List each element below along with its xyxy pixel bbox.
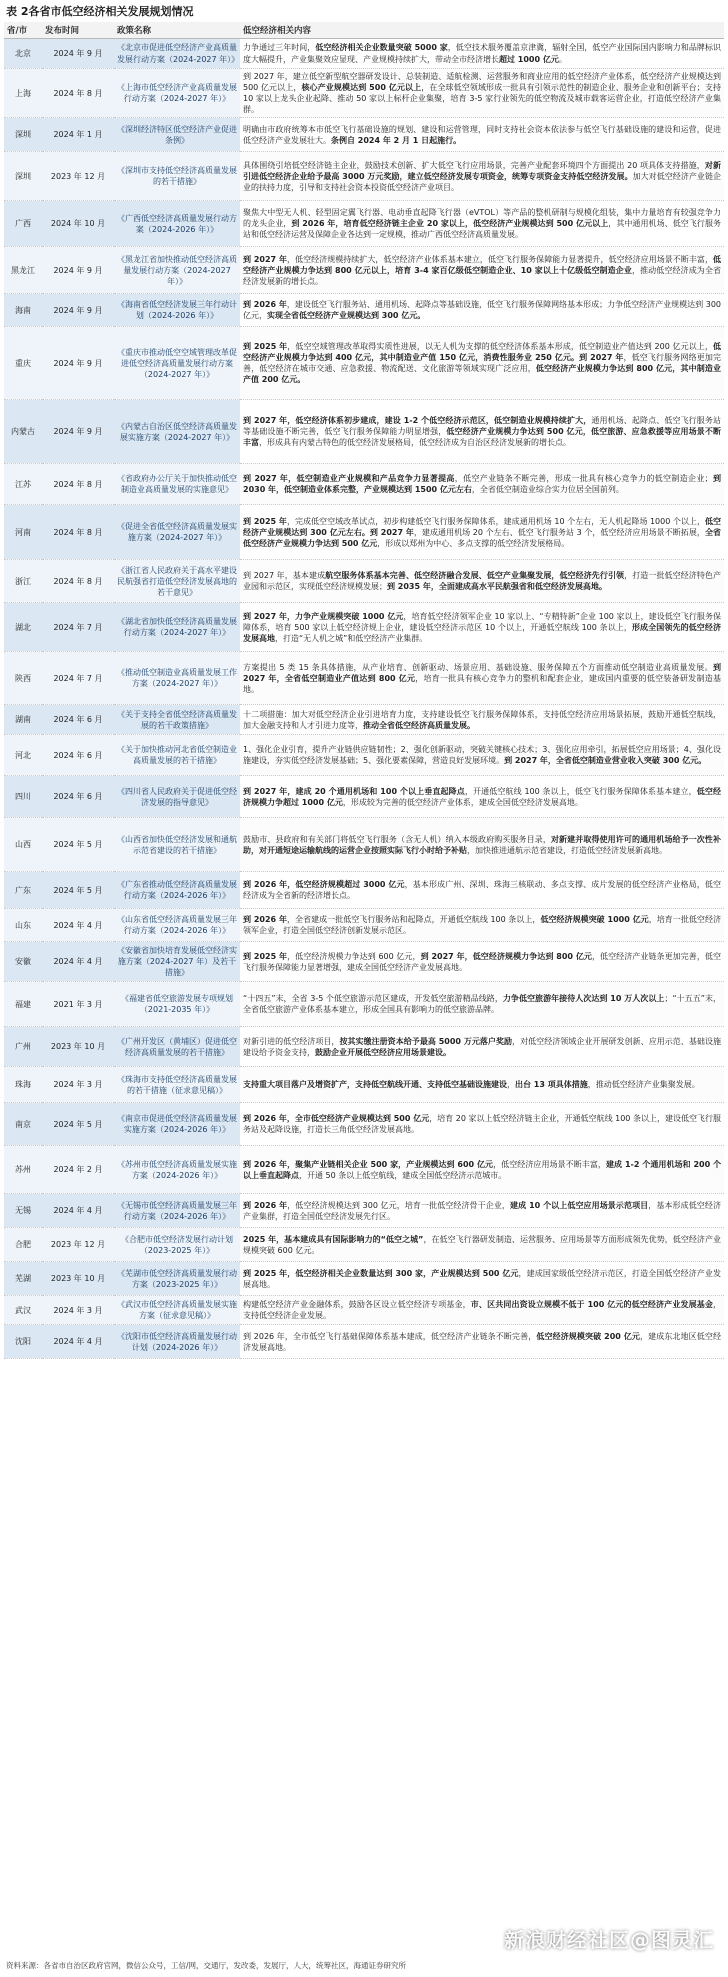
policy-name-cell: 《沈阳市低空经济高质量发展行动计划（2024-2026 年）》 [114,1325,240,1359]
content-text: 十二项措施：加大对低空经济企业引进培育力度，支持建设低空飞行服务保障体系，支持低空经济应用场景拓展，鼓励开通低空航线，加大金融支持和人才引进力度等， [243,709,721,730]
content-text: ，建设低空飞行服务站、通用机场、起降点等基础设施，低空飞行服务保障网络基本形成；力争低空经济产业规模达到 300 亿元， [243,300,722,321]
highlight-text: 低空经济规模突破 200 亿元 [536,1331,640,1341]
highlight-text: 形成全国领先的低空经济发展高地 [243,622,721,643]
policy-name-cell: 《武汉市低空经济高质量发展实施方案（征求意见稿）》 [114,1296,240,1325]
table-row [4,652,724,705]
province-cell: 湖南 [4,705,42,735]
table-row [4,505,724,560]
content-text: ，低空经济应用场景不断丰富， [493,1159,606,1169]
date-cell: 2024 年 9 月 [42,294,114,327]
content-text: ，低空经济规模达到 300 亿元，培育一批低空经济骨干企业， [287,1200,511,1210]
content-text: 到 2026 年，全市低空飞行基础保障体系基本建成，低空经济产业链条不断完善， [243,1331,537,1341]
date-cell: 2024 年 4 月 [42,909,114,942]
highlight-text: 到 2027 年，力争产业规模突破 1000 亿元 [243,611,404,621]
province-cell: 内蒙古 [4,400,42,464]
province-cell: 珠海 [4,1067,42,1103]
content-text: 到 2027 年，基本建成 [243,571,326,581]
content-text: 1、强化企业引育，提升产业链供应链韧性；2、强化创新驱动，突破关键核心技术；3、强化应用牵引，拓展低空应用场景；4、强化设施建设，夯实低空经济发展基础；5、强化要素保障，营造良好发展环境。 [243,745,721,766]
content-text: ，低空产业链条不断完善，形成一批具有核心竞争力的低空制造企业； [454,474,713,484]
highlight-text: 到 2035 年，全面建成高水平民航强省和低空经济发展高地。 [387,582,607,592]
highlight-text: 全省低空经济产业规模力争达到 500 亿元 [243,527,721,548]
content-cell [240,247,724,294]
policy-name-cell: 《湖北省加快低空经济高质量发展行动方案（2024-2027 年）》 [114,603,240,652]
highlight-text: 推动全省低空经济高质量发展。 [363,720,475,730]
content-text: ，打造一批低空经济特色产业园和示范区，实现低空经济规模发展； [243,571,722,592]
table-row [4,560,724,603]
province-cell: 黑龙江 [4,247,42,294]
province-cell: 广东 [4,872,42,909]
content-cell [240,818,724,872]
table-row [4,603,724,652]
content-text: ，推动低空经济产业集聚发展。 [587,1080,700,1090]
table-row [4,872,724,909]
content-text: 到 2027 年，建立低空新型航空器研发设计、总装制造、适航检测、运营服务和商业应用的低空经济产业体系，低空经济产业规模达到 500 亿元以上， [243,72,721,93]
province-cell: 湖北 [4,603,42,652]
date-cell: 2023 年 10 月 [42,1262,114,1296]
content-cell [240,118,724,152]
highlight-text: 实现全省低空经济产业规模达到 300 亿元。 [267,311,426,321]
content-text: ，建成通用机场 20 个左右、低空飞行服务站 3 个，低空经济应用场景不断拓展， [413,527,705,537]
highlight-text: 对新建并取得使用许可的通用机场给予一次性补助，对开通短途运输航线的运营企业按照实际飞行小时给予补贴 [243,834,722,855]
highlight-text: 超过 1000 亿元 [499,54,559,64]
date-cell: 2024 年 9 月 [42,327,114,400]
content-text: ；“十五五”末，全省低空旅游产业体系基本建立，形成全国具有影响力的低空旅游品牌。 [243,994,722,1015]
province-cell: 重庆 [4,327,42,400]
content-cell [240,1027,724,1067]
highlight-text: 到 2025 年 [243,951,288,961]
table-row [4,327,724,400]
province-cell: 上海 [4,69,42,118]
policy-name-cell: 《广州开发区（黄埔区）促进低空经济高质量发展的若干措施》 [114,1027,240,1067]
date-cell: 2024 年 4 月 [42,1325,114,1359]
policy-name-cell: 《广西低空经济高质量发展行动方案（2024-2026 年）》 [114,201,240,247]
content-cell [240,400,724,464]
highlight-text: 到 2027 年，低空经济规模力争达到 800 亿元 [420,951,592,961]
highlight-text: 到 2026 年 [243,915,287,925]
province-cell: 无锡 [4,1194,42,1228]
date-cell: 2021 年 3 月 [42,982,114,1027]
content-text: 构建低空经济产业金融体系，鼓励各区设立低空经济专项基金， [243,1300,471,1310]
content-text: 加大对低空经济产业链企业的扶持力度，引导和支持社会资本投资低空经济产业项目。 [243,171,721,192]
highlight-text: 低空经济产业规模力争达到 400 亿元，其中制造业产值 150 亿元，消费性服务业 250 亿元。 [243,342,721,363]
highlight-text: 到 2025 年，低空经济相关企业数量达到 300 家，产业规模达到 500 亿元 [243,1268,519,1278]
policy-name-cell: 《山东省低空经济高质量发展三年行动方案（2024-2026 年）》 [114,909,240,942]
table-row [4,247,724,294]
policy-name-cell: 《省政府办公厅关于加快推动低空制造业高质量发展的实施意见》 [114,464,240,505]
table-row [4,400,724,464]
highlight-text: 到 2030 年，低空制造业体系完整，产业规模达到 1500 亿元左右 [243,474,722,495]
content-text: ，支持低空经济企业发展。 [243,1300,721,1321]
content-text: 。 [558,54,567,64]
highlight-text: 对新引进低空经济企业给予最高 3000 万元奖励，建立低空经济发展专项资金，统筹专项资金支持低空经济发展。 [243,160,722,181]
content-text: ，建成东北地区低空经济发展高地。 [243,1331,721,1352]
date-cell: 2024 年 8 月 [42,69,114,118]
policy-name-cell: 《安徽省加快培育发展低空经济实施方案（2024-2027 年）及若干措施》 [114,942,240,982]
content-text: ，完成低空空域改革试点，初步构建低空飞行服务保障体系，建成通用机场 10 个左右，无人机起降场 1000 个以上， [286,516,705,526]
header-date: 发布时间 [42,22,114,39]
content-cell [240,294,724,327]
province-cell: 江苏 [4,464,42,505]
content-text: ，在全球低空领域形成一批具有引领示范性的制造企业、服务企业和创新平台；支持 10 家以上龙头企业起降、推动 50 家以上标杆企业集聚，培育 3-5 家行业领先的低空物流及城市载客运营企业，打造低空经济产业集群。 [243,83,721,115]
province-cell: 陕西 [4,652,42,705]
highlight-text: 到 2026 年，聚集产业链相关企业 500 家，产业规模达到 600 亿元 [243,1159,494,1169]
table-row [4,1067,724,1103]
date-cell: 2023 年 12 月 [42,1228,114,1262]
province-cell: 安徽 [4,942,42,982]
province-cell: 海南 [4,294,42,327]
date-cell: 2024 年 8 月 [42,464,114,505]
highlight-text: 到 2027 年，低空经济体系初步建成，建设 1-2 个低空经济示范区，低空制造业规模持续扩大， [243,416,592,426]
content-text: ，开通低空航线 100 条以上，低空飞行服务保障体系基本建立， [464,786,697,796]
table-row [4,69,724,118]
policy-name-cell: 《浙江省人民政府关于高水平建设民航强省打造低空经济发展高地的若干意见》 [114,560,240,603]
content-text: ，低空飞行服务网络更加完善，低空经济在城市交通、应急救援、物流配送、文化旅游等领域实现广泛应用， [243,353,721,374]
highlight-text: 核心产业规模达到 500 亿元以上 [301,83,422,93]
table-row [4,39,724,69]
content-cell [240,1325,724,1359]
highlight-text: 市、区共同出资设立规模不低于 100 亿元的低空经济产业发展基金 [470,1300,713,1310]
highlight-text: 到 2026 年 [243,300,287,310]
source-note: 资料来源：各省市自治区政府官网，微信公众号，工信/网，交通厅，发改委，发展厅，人大，统筹社区，海通证券研究所 [6,1961,407,1970]
content-cell [240,1262,724,1296]
watermark: 新浪财经社区@图灵汇 [504,1928,714,1952]
content-text: ，建成国家级低空经济示范区，打造全国低空经济产业发展高地。 [243,1268,721,1289]
province-cell: 深圳 [4,152,42,201]
content-text: ，低空经济产业链条更加完善，低空飞行服务保障能力显著增强，建成全国低空经济产业发展高地。 [243,951,721,972]
content-cell [240,1067,724,1103]
content-text: ，在低空飞行器研发制造、运营服务、应用场景等方面形成领先优势，低空经济产业规模突破 600 亿元。 [243,1234,721,1255]
content-text: 力争通过三年时间， [243,43,316,53]
table-row [4,982,724,1027]
date-cell: 2024 年 9 月 [42,247,114,294]
province-cell: 合肥 [4,1228,42,1262]
content-text: ，培育 20 家以上低空经济链主企业，开通低空航线 100 条以上，建设低空飞行服务站及起降设施，打造长三角低空经济发展高地。 [243,1114,721,1135]
highlight-text: 低空经济产业规模力争达到 800 亿元以上，培育 3-4 家百亿级低空制造企业、10 家以上十亿级低空制造企业 [243,254,721,275]
highlight-text: 到 2027 年，低空制造业产业规模和产品竞争力显著提高 [243,474,455,484]
content-cell [240,603,724,652]
content-text: 对新引进的低空经济项目， [243,1036,340,1046]
content-cell [240,942,724,982]
highlight-text: 力争低空旅游年接待人次达到 10 万人次以上 [502,994,665,1004]
content-text: ，基本形成低空经济产业集群，打造全国低空经济发展先行区。 [243,1200,721,1221]
table-row [4,152,724,201]
province-cell: 深圳 [4,118,42,152]
table-row [4,294,724,327]
table-row [4,909,724,942]
header-province: 省/市 [4,22,42,39]
content-text: ，全省低空制造业综合实力位居全国前列。 [471,485,624,495]
date-cell: 2024 年 2 月 [42,1146,114,1194]
content-text: ， [507,1080,515,1090]
table-caption: 表 2各省市低空经济相关发展规划情况 [6,5,194,18]
highlight-text: 2025 年，基本建成具有国际影响力的“低空之城” [243,1234,424,1244]
content-cell [240,560,724,603]
policy-table [4,22,724,1359]
policy-name-cell: 《四川省人民政府关于促进低空经济发展的指导意见》 [114,776,240,818]
date-cell: 2024 年 4 月 [42,1194,114,1228]
table-row [4,1194,724,1228]
highlight-text: 到 2027 年 [243,254,287,264]
date-cell: 2024 年 6 月 [42,776,114,818]
table-body [4,39,724,1359]
policy-name-cell: 《福建省低空旅游发展专项规划（2021-2035 年）》 [114,982,240,1027]
province-cell: 四川 [4,776,42,818]
province-cell: 南京 [4,1103,42,1146]
content-cell [240,505,724,560]
header-content: 低空经济相关内容 [240,22,724,39]
highlight-text: 到 2027 年 [579,353,624,363]
policy-name-cell: 《合肥市低空经济发展行动计划（2023-2025 年）》 [114,1228,240,1262]
content-cell [240,1296,724,1325]
policy-name-cell: 《广东省推动低空经济高质量发展行动方案（2024-2026 年）》 [114,872,240,909]
province-cell: 浙江 [4,560,42,603]
province-cell: 山西 [4,818,42,872]
highlight-text: 按其实缴注册资本给予最高 5000 万元落户奖励 [339,1036,513,1046]
policy-name-cell: 《关于支持全省低空经济高质量发展的若干政策措施》 [114,705,240,735]
table-row [4,735,724,776]
province-cell: 芜湖 [4,1262,42,1296]
content-text: ，培育一批具有核心竞争力的整机和配套企业，建成国内重要的低空装备研发制造基地。 [243,673,721,694]
policy-name-cell: 《珠海市支持低空经济高质量发展的若干措施（征求意见稿）》 [114,1067,240,1103]
highlight-text: 低空经济相关企业数量突破 5000 家 [315,43,448,53]
content-cell [240,39,724,69]
content-text: ，形成较为完善的低空经济产业体系，建成全国低空经济发展高地。 [342,797,583,807]
date-cell: 2023 年 12 月 [42,152,114,201]
date-cell: 2024 年 10 月 [42,201,114,247]
province-cell: 广州 [4,1027,42,1067]
content-text: ，低空经济规模力争达到 600 亿元， [287,951,421,961]
table-row [4,942,724,982]
content-cell [240,982,724,1027]
content-text: 方案提出 5 类 15 条具体措施，从产业培育、创新驱动、场景应用、基础设施、服务保障五个方面推动低空制造业高质量发展。 [243,662,713,672]
highlight-text: 出台 13 项具体措施 [515,1080,588,1090]
table-row [4,818,724,872]
highlight-text: 到 2026 年，全市低空经济产业规模达到 500 亿元 [243,1114,430,1124]
highlight-text: 航空服务体系基本完善、低空经济融合发展、低空产业集聚发展，低空经济先行引领 [325,571,625,581]
table-row [4,1027,724,1067]
content-text: ，基本形成广州、深圳、珠海三核联动、多点支撑、成片发展的低空经济产业格局，低空经济成为全省新的经济增长点。 [243,880,722,901]
highlight-text: 低空经济产业规模力争达到 800 亿元，其中制造业产值 200 亿元。 [243,364,721,385]
highlight-text: 到 2027 年 [369,527,414,537]
content-cell [240,776,724,818]
policy-name-cell: 《推动低空制造业高质量发展工作方案（2024-2027 年）》 [114,652,240,705]
policy-name-cell: 《北京市促进低空经济产业高质量发展行动方案（2024-2027 年）》 [114,39,240,69]
date-cell: 2024 年 5 月 [42,872,114,909]
province-cell: 武汉 [4,1296,42,1325]
content-cell [240,69,724,118]
policy-name-cell: 《黑龙江省加快推动低空经济高质量发展行动方案（2024-2027 年）》 [114,247,240,294]
date-cell: 2024 年 7 月 [42,603,114,652]
content-text: “十四五”末，全省 3-5 个低空旅游示范区建成，开发低空旅游精品线路， [243,994,503,1004]
table-row [4,1228,724,1262]
highlight-text: 低空经济产业规模力争达到 500 亿元，低空旅游、应急救援等应用场景不断丰富 [243,427,721,448]
content-text: ，低空空域管理改革取得实质性进展，以无人机为支撑的低空经济体系基本形成，低空制造业产值达到 200 亿元以上， [287,342,713,352]
policy-name-cell: 《促进全省低空经济高质量发展实施方案（2024-2027 年）》 [114,505,240,560]
content-text: ，低空技术服务覆盖京津冀，辐射全国，低空产业国际国内影响力和品牌标识度大幅提升，产业集聚效应显现、产业规模持续扩大，带动全市经济增长 [243,43,721,64]
content-cell [240,909,724,942]
content-text: ，低空经济规模持续扩大，低空经济产业体系基本建立，低空飞行服务保障能力显著提升，低空经济应用场景不断丰富， [287,254,713,264]
highlight-text: 到 2025 年 [243,342,288,352]
content-text: ，形成具有内蒙古特色的低空经济发展格局，低空经济成为自治区经济发展新的增长点。 [259,438,571,448]
content-text: ，形成以郑州为中心、多点支撑的低空经济发展格局。 [377,538,570,548]
content-text: 鼓励市、县政府和有关部门将低空飞行服务（含无人机）纳入本级政府购买服务目录， [243,834,551,844]
highlight-text: 鼓励企业开展低空经济应用场景建设。 [315,1047,451,1057]
policy-name-cell: 《无锡市低空经济高质量发展三年行动方案（2024-2026 年）》 [114,1194,240,1228]
province-cell: 北京 [4,39,42,69]
policy-name-cell: 《内蒙古自治区低空经济高质量发展实施方案（2024-2027 年）》 [114,400,240,464]
table-row [4,1296,724,1325]
policy-name-cell: 《上海市低空经济产业高质量发展行动方案（2024-2027 年）》 [114,69,240,118]
policy-name-cell: 《重庆市推动低空空域管理改革促进低空经济高质量发展行动方案（2024-2027 年）》 [114,327,240,400]
date-cell: 2024 年 1 月 [42,118,114,152]
content-cell [240,1194,724,1228]
table-row [4,776,724,818]
content-text: ，培育一批低空经济领军企业，打造全国低空经济创新发展示范区。 [243,915,721,936]
date-cell: 2024 年 6 月 [42,705,114,735]
policy-name-cell: 《芜湖市低空经济高质量发展行动方案（2023-2025 年）》 [114,1262,240,1296]
highlight-text: 条例自 2024 年 2 月 1 日起施行。 [331,135,462,145]
content-text: ，加快推进通航示范省建设，打造低空经济发展新高地。 [467,845,667,855]
highlight-text: 低空经济规模力争超过 1000 亿元 [243,786,722,807]
content-cell [240,201,724,247]
highlight-text: 到 2025 年 [243,516,287,526]
header-policy: 政策名称 [114,22,240,39]
date-cell: 2024 年 5 月 [42,818,114,872]
table-row [4,1262,724,1296]
date-cell: 2024 年 8 月 [42,560,114,603]
province-cell: 广西 [4,201,42,247]
content-text: ，推动低空经济成为全省经济发展新的增长点。 [243,265,722,286]
date-cell: 2024 年 9 月 [42,39,114,69]
table-header-row [4,22,724,39]
policy-name-cell: 《深圳经济特区低空经济产业促进条例》 [114,118,240,152]
content-cell [240,872,724,909]
policy-name-cell: 《深圳市支持低空经济高质量发展的若干措施》 [114,152,240,201]
content-cell [240,464,724,505]
province-cell: 福建 [4,982,42,1027]
content-text: ，其中通用机场、低空飞行服务站和低空经济运营及保障企业各达到一定规模，推动广西低空经济高质量发展。 [243,219,722,240]
policy-name-cell: 《南京市促进低空经济高质量发展实施方案（2024-2026 年）》 [114,1103,240,1146]
province-cell: 苏州 [4,1146,42,1194]
content-text: 通用机场、起降点、低空飞行服务站等基础设施不断完善，低空飞行服务保障能力明显增强， [243,416,722,437]
date-cell: 2024 年 9 月 [42,400,114,464]
date-cell: 2024 年 3 月 [42,1067,114,1103]
policy-name-cell: 《山西省加快低空经济发展和通航示范省建设的若干措施》 [114,818,240,872]
date-cell: 2024 年 4 月 [42,942,114,982]
content-text: 具体围绕引培低空经济链主企业，鼓励技术创新、扩大低空飞行应用场景，完善产业配套环境四个方面提出 20 项具体支持措施， [243,160,705,170]
highlight-text: 到 2027 年，建成 20 个通用机场和 100 个以上垂直起降点 [243,786,465,796]
date-cell: 2023 年 10 月 [42,1027,114,1067]
date-cell: 2024 年 5 月 [42,1103,114,1146]
highlight-text: 建成 10 个以上低空应用场景示范项目 [510,1200,649,1210]
policy-name-cell: 《海南省低空经济发展三年行动计划（2024-2026 年）》 [114,294,240,327]
province-cell: 河南 [4,505,42,560]
table-row [4,1103,724,1146]
content-cell [240,327,724,400]
content-text: ，培育低空经济领军企业 10 家以上、“专精特新”企业 100 家以上，建设低空飞行服务保障体系，培育 500 家以上低空经济规上企业，建设低空经济示范区 10 个以上，开通低空航线 100 条以上， [243,611,721,632]
date-cell: 2024 年 8 月 [42,505,114,560]
highlight-text: 到 2026 年，低空经济规模超过 3000 亿元 [243,880,405,890]
content-text: ，对低空经济领域企业开展研发创新、应用示范、基础设施建设给予资金支持， [243,1036,721,1057]
content-text: 聚焦大中型无人机、轻型固定翼飞行器、电动垂直起降飞行器（eVTOL）等产品的整机研制与规模化组装，集中力量培育有较强竞争力的龙头企业， [243,208,721,229]
table-row [4,1146,724,1194]
content-cell [240,735,724,776]
table-row [4,1325,724,1359]
province-cell: 沈阳 [4,1325,42,1359]
table-row [4,705,724,735]
content-cell [240,705,724,735]
content-text: 明确由市政府统筹本市低空飞行基础设施的规划、建设和运营管理，同时支持社会资本依法参与低空飞行基础设施的建设和运营，促进低空经济产业发展壮大。 [243,124,721,145]
highlight-text: 到 2027 年，全省低空制造业营业收入突破 300 亿元。 [504,756,707,766]
highlight-text: 建成 1-2 个通用机场和 200 个以上垂直起降点 [243,1159,722,1180]
content-text: ，打造“无人机之城”和低空经济产业集群。 [275,633,428,643]
province-cell: 河北 [4,735,42,776]
date-cell: 2024 年 3 月 [42,1296,114,1325]
highlight-text: 支持重大项目落户及增资扩产，支持低空航线开通、支持低空基础设施建设 [243,1080,507,1090]
content-cell [240,1228,724,1262]
content-text: ，开通 50 条以上低空航线，建成全国低空经济示范城市。 [299,1170,507,1180]
highlight-text: 到 2027 年，全省低空制造业产值达到 800 亿元 [243,662,721,683]
date-cell: 2024 年 6 月 [42,735,114,776]
table-row [4,464,724,505]
policy-name-cell: 《苏州市低空经济高质量发展实施方案（2024-2026 年）》 [114,1146,240,1194]
content-cell [240,152,724,201]
content-cell [240,1146,724,1194]
content-cell [240,1103,724,1146]
table-row [4,118,724,152]
content-text: ，全省建成一批低空飞行服务站和起降点，开通低空航线 100 条以上， [286,915,541,925]
highlight-text: 低空经济规模突破 1000 亿元 [540,915,649,925]
highlight-text: 低空经济产业规模达到 300 亿元左右。 [243,516,721,537]
highlight-text: 到 2026 年，培育低空经济链主企业 20 家以上，低空经济产业规模达到 500 亿元以上 [291,219,609,229]
date-cell: 2024 年 7 月 [42,652,114,705]
content-cell [240,652,724,705]
highlight-text: 到 2026 年 [243,1200,288,1210]
policy-name-cell: 《关于加快推动河北省低空制造业高质量发展的若干措施》 [114,735,240,776]
table-row [4,201,724,247]
province-cell: 山东 [4,909,42,942]
